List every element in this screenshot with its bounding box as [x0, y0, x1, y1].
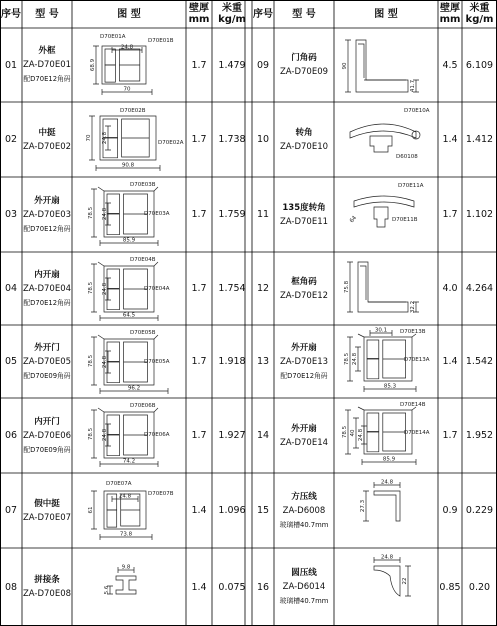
profile-name [274, 398, 334, 473]
meter-weight: 0.20 [468, 581, 491, 593]
meter-weight: 1.952 [465, 430, 494, 441]
dimension-text: 24.8 [352, 352, 358, 366]
dimension-text: 22 [402, 577, 408, 585]
drawing-label: D70E11A [398, 183, 424, 189]
dimension-text: 24.8 [118, 493, 132, 500]
dimension-text: 85.9 [122, 237, 136, 244]
profile-outline [354, 196, 414, 207]
dimension-text: 78.5 [88, 354, 94, 368]
wall-thickness: 1.7 [191, 134, 207, 145]
drawing-label: D70E07A [106, 481, 132, 487]
wall-thickness: 0.85 [439, 581, 461, 593]
dimension-text: 85.3 [383, 383, 397, 390]
header-model: 型 号 [35, 8, 59, 20]
dimension-text: 70 [123, 86, 131, 93]
header-drawing: 图 型 [374, 8, 398, 20]
wall-thickness: 4.0 [442, 283, 458, 294]
profile-title: 圆压线 [291, 568, 317, 578]
profile-code: ZA-D70E14 [279, 437, 329, 448]
profile-title: 框角码 [291, 276, 317, 287]
profile-name [22, 252, 72, 325]
profile-title: 假中挺 [34, 498, 60, 509]
profile-chamber [107, 415, 120, 434]
dimension-text: 75.8 [344, 280, 350, 294]
profile-drawing [334, 473, 438, 548]
drawing-label: D70E02B [120, 108, 146, 114]
drawing-label: D70E13A [404, 357, 430, 363]
profile-chamber [107, 435, 120, 456]
profile-name [22, 398, 72, 473]
profile-title: 方压线 [291, 491, 317, 502]
dimension-text: 24.8 [102, 282, 108, 296]
dimension-text: 78.5 [344, 352, 350, 366]
profile-name [274, 28, 334, 102]
meter-weight: 0.229 [465, 505, 494, 516]
drawing-label: D70E07B [148, 491, 174, 497]
profile-name [22, 548, 72, 626]
profile-note: 玻璃槽40.7mm [279, 520, 329, 529]
profile-outline [374, 566, 400, 596]
dimension-text: 74.2 [122, 458, 136, 465]
row-number: 16 [256, 581, 270, 593]
dimension-text: 40 [350, 429, 356, 437]
profile-name [22, 473, 72, 548]
profile-drawing [72, 473, 186, 548]
wall-thickness: 1.4 [442, 134, 458, 145]
dimension-text: 64 [348, 215, 359, 225]
profile-drawing [72, 325, 186, 398]
row-number: 08 [4, 581, 18, 593]
dimension-text: 90 [342, 62, 348, 70]
row-number: 10 [256, 134, 270, 145]
profile-drawing [334, 177, 438, 252]
meter-weight: 4.264 [465, 283, 494, 294]
dimension-text: 61 [88, 506, 94, 514]
profile-chamber [107, 194, 120, 213]
profile-drawing [334, 325, 438, 398]
profile-code: ZA-D70E01 [22, 60, 72, 70]
drawing-label: D70E14A [404, 430, 430, 436]
dimension-text: 24.8 [102, 131, 108, 145]
meter-weight: 6.109 [465, 59, 494, 71]
drawing-label: D70E14B [400, 402, 426, 408]
profile-code: ZA-D70E04 [22, 283, 72, 294]
profile-note: 玻璃槽40.7mm [279, 597, 329, 605]
profile-title: 外开扇 [291, 342, 317, 353]
meter-weight: 1.918 [218, 356, 246, 367]
profile-code: ZA-D70E03 [22, 209, 72, 220]
profile-drawing [72, 398, 186, 473]
dimension-text: 73.8 [119, 531, 133, 538]
dimension-text: 78.5 [88, 281, 94, 295]
dimension-text: 24.8 [380, 554, 394, 561]
profile-drawing [334, 28, 438, 102]
header-weight [462, 0, 497, 28]
row-number: 15 [256, 505, 270, 516]
header-thickness-unit: mm [188, 14, 210, 25]
profile-outline [370, 136, 392, 152]
drawing-label: D70E01B [148, 38, 174, 44]
profile-name [22, 28, 72, 102]
meter-weight: 1.754 [218, 283, 246, 294]
dimension-text: 24.8 [102, 355, 108, 369]
drawing-label: D70E10A [404, 108, 430, 114]
profile-name [274, 473, 334, 548]
drawing-label: D70E05A [144, 359, 170, 365]
row-number: 12 [256, 283, 270, 294]
drawing-label: D60108 [396, 154, 418, 160]
drawing-label: D70E03A [144, 211, 170, 217]
profile-drawing [334, 398, 438, 473]
profile-title: 门角码 [291, 53, 317, 63]
row-number: 09 [256, 59, 270, 71]
wall-thickness: 0.9 [442, 505, 458, 516]
header-thickness-unit: mm [439, 14, 461, 25]
profile-name [274, 548, 334, 626]
wall-thickness: 1.7 [191, 209, 207, 220]
profile-code: ZA-D6014 [282, 582, 326, 592]
dimension-text: 24.8 [102, 428, 108, 442]
profile-drawing [72, 252, 186, 325]
dimension-text: 96.2 [127, 385, 141, 392]
meter-weight: 1.738 [218, 134, 246, 145]
profile-title: 外框 [38, 46, 56, 56]
drawing-label: D70E06A [144, 432, 170, 438]
header-model: 型 号 [292, 8, 316, 20]
profile-drawing [334, 102, 438, 177]
drawing-label: D70E04B [130, 257, 156, 263]
wall-thickness: 1.7 [191, 356, 207, 367]
profile-outline [116, 576, 136, 594]
profile-chamber [107, 342, 120, 361]
dimension-text: 41.7 [410, 79, 416, 93]
profile-code: ZA-D70E10 [279, 141, 329, 152]
drawing-label: D70E03B [130, 182, 156, 188]
profile-chamber [107, 269, 120, 288]
profile-name [274, 252, 334, 325]
dimension-text: 30.1 [374, 327, 388, 334]
header-weight-label: 米重 [469, 3, 490, 14]
wall-thickness: 1.4 [191, 505, 207, 516]
profile-chamber [107, 362, 120, 383]
header-weight [219, 0, 245, 28]
profile-note: 配D70E12角码 [280, 371, 328, 380]
header-weight-unit: kg/m [465, 14, 494, 25]
profile-note: 配D70E12角码 [23, 224, 71, 233]
meter-weight: 1.542 [465, 356, 494, 367]
drawing-label: D70E02A [158, 140, 184, 146]
profile-drawing [72, 177, 186, 252]
meter-weight: 1.412 [465, 134, 494, 145]
dimension-text: 24.8 [120, 44, 134, 51]
profile-code: ZA-D70E11 [279, 216, 329, 227]
profile-title: 内开扇 [34, 269, 60, 280]
meter-weight: 0.075 [218, 581, 246, 593]
profile-note: 配D70E12角码 [23, 298, 71, 307]
profile-code: ZA-D6008 [282, 505, 326, 516]
wall-thickness: 1.7 [442, 430, 458, 441]
row-number: 01 [4, 59, 18, 71]
profile-name [274, 325, 334, 398]
profile-title: 外开门 [34, 342, 60, 353]
meter-weight: 1.096 [218, 505, 246, 516]
profile-drawing [334, 252, 438, 325]
wall-thickness: 4.5 [442, 59, 458, 71]
meter-weight: 1.479 [218, 59, 246, 71]
profile-note: 配D70E12角码 [23, 75, 71, 83]
dimension-text: 90.8 [121, 162, 135, 169]
profile-name [22, 325, 72, 398]
profile-title: 内开门 [34, 416, 60, 427]
row-number: 03 [4, 209, 18, 220]
dimension-text: 78.5 [342, 425, 348, 439]
dimension-text: 24.8 [380, 479, 394, 486]
wall-thickness: 1.4 [191, 581, 207, 593]
profile-chamber [105, 49, 115, 65]
drawing-label: D70E06B [130, 403, 156, 409]
drawing-label: D70E01A [100, 34, 126, 40]
profile-code: ZA-D70E13 [279, 356, 329, 367]
profile-chamber [367, 359, 379, 379]
profile-chamber [107, 510, 117, 527]
row-number: 02 [4, 134, 18, 145]
dimension-text: 70 [86, 134, 92, 142]
profile-outline [374, 207, 388, 227]
header-drawing: 图 型 [117, 8, 141, 20]
dimension-text: 24.8 [102, 207, 108, 221]
profile-chamber [367, 413, 379, 431]
profile-outline [358, 262, 408, 312]
header-weight-label: 米重 [222, 3, 242, 14]
profile-code: ZA-D70E07 [22, 512, 72, 523]
profile-title: 外开扇 [34, 195, 60, 206]
header-weight-unit: kg/m [218, 14, 246, 25]
profile-name [22, 102, 72, 177]
profile-name [274, 177, 334, 252]
drawing-label: D70E13B [400, 329, 426, 335]
header-thickness-label: 壁厚 [440, 3, 460, 14]
dimension-text: 85.9 [382, 456, 396, 463]
dimension-text: 5.6 [104, 585, 110, 595]
header-thickness-label: 壁厚 [189, 3, 209, 14]
wall-thickness: 1.7 [191, 59, 207, 71]
drawing-label: D70E11B [392, 217, 418, 223]
drawing-label: D70E05B [130, 330, 156, 336]
dimension-text: 68.9 [90, 58, 96, 72]
profile-chamber [367, 340, 379, 358]
profile-code: ZA-D70E08 [22, 589, 72, 599]
profile-title: 135度转角 [282, 202, 326, 213]
profile-name [22, 177, 72, 252]
profile-code: ZA-D70E12 [279, 290, 329, 301]
dimension-text: 78.5 [88, 427, 94, 441]
row-number: 07 [4, 505, 18, 516]
dimension-text: 64.5 [122, 312, 136, 319]
profile-title: 外开扇 [291, 423, 317, 434]
wall-thickness: 1.7 [191, 283, 207, 294]
dimension-text: 32.2 [410, 300, 416, 314]
row-number: 11 [256, 209, 270, 220]
profile-drawing [72, 28, 186, 102]
dimension-text: 78.5 [88, 206, 94, 220]
profile-code: ZA-D70E09 [279, 67, 329, 77]
meter-weight: 1.927 [218, 430, 246, 441]
profile-title: 转角 [295, 127, 313, 138]
wall-thickness: 1.7 [442, 209, 458, 220]
meter-weight: 1.102 [465, 209, 494, 220]
profile-code: ZA-D70E02 [22, 141, 72, 152]
header-thickness [438, 0, 462, 28]
row-number: 04 [4, 283, 18, 294]
profile-drawing [334, 548, 438, 626]
profile-note: 配D70E09角码 [23, 445, 71, 454]
profile-note: 配D70E09角码 [23, 371, 71, 380]
profile-code: ZA-D70E05 [22, 356, 72, 367]
profile-name [274, 102, 334, 177]
profile-web [358, 44, 406, 80]
meter-weight: 1.759 [218, 209, 246, 220]
profile-chamber [107, 289, 120, 310]
row-number: 05 [4, 356, 18, 367]
profile-chamber [367, 432, 379, 452]
profile-chamber [107, 214, 120, 235]
profile-title: 中挺 [38, 127, 56, 138]
profile-outline [374, 491, 400, 521]
profile-drawing [72, 102, 186, 177]
profile-web [360, 266, 406, 302]
header-thickness [186, 0, 212, 28]
profile-drawing [72, 548, 186, 626]
row-number: 14 [256, 430, 270, 441]
dimension-text: 24.8 [358, 428, 364, 442]
header-seq: 序号 [253, 8, 273, 20]
wall-thickness: 1.4 [442, 356, 458, 367]
profile-chamber [105, 65, 115, 82]
dimension-text: 9.8 [121, 564, 131, 571]
row-number: 06 [4, 430, 18, 441]
row-number: 13 [256, 356, 270, 367]
wall-thickness: 1.7 [191, 430, 207, 441]
drawing-label: D70E04A [144, 286, 170, 292]
header-seq: 序号 [1, 8, 21, 20]
profile-code: ZA-D70E06 [22, 430, 72, 441]
profile-title: 拼接条 [34, 575, 60, 585]
dimension-text: 27.3 [360, 499, 366, 513]
